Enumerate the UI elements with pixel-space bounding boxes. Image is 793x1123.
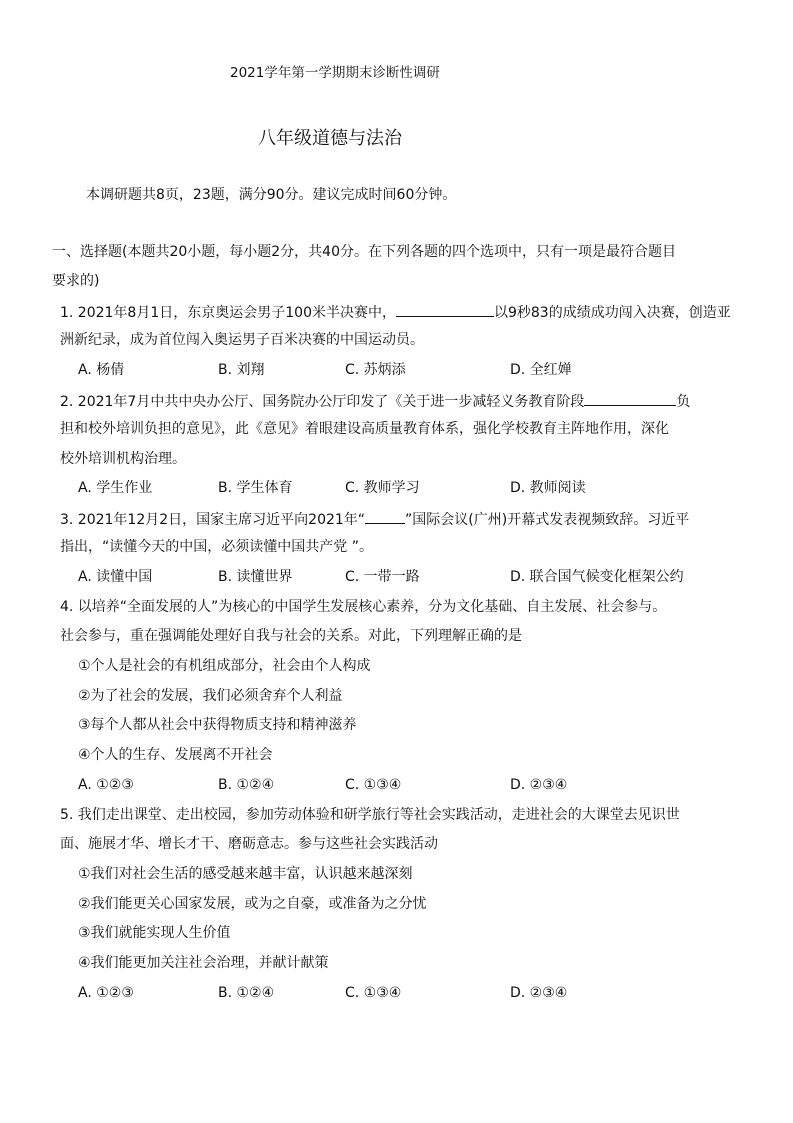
q5-option-a: A. ①②③	[78, 985, 134, 1001]
q4-statement-4: ④个人的生存、发展离不开社会	[78, 747, 273, 763]
answer-blank	[584, 391, 676, 406]
question-2-line3: 校外培训机构治理。	[60, 451, 186, 467]
question-4-line1: 4. 以培养“全面发展的人”为核心的中国学生发展核心素养，分为文化基础、自主发展、社会参与。	[60, 599, 667, 615]
q2-option-a: A. 学生作业	[78, 480, 153, 496]
q1-option-c: C. 苏炳添	[345, 362, 406, 378]
question-2-line1	[60, 391, 690, 411]
q5-statement-1: ①我们对社会生活的感受越来越丰富，认识越来越深刻	[78, 866, 413, 882]
exam-note: 本调研题共8页，23题，满分90分。建议完成时间60分钟。	[86, 187, 457, 203]
q3-option-b: B. 读懂世界	[218, 569, 293, 585]
question-2-text-b: 负	[676, 394, 691, 410]
q5-option-c: C. ①③④	[345, 985, 402, 1001]
question-3-line1	[60, 509, 689, 529]
q1-option-a: A. 杨倩	[78, 362, 125, 378]
q4-option-a: A. ①②③	[78, 777, 134, 793]
answer-blank	[396, 302, 494, 317]
question-1-line1	[60, 302, 731, 322]
q4-option-c: C. ①③④	[345, 777, 402, 793]
section-instruction-cont: 要求的)	[52, 273, 100, 289]
q2-option-d: D. 教师阅读	[510, 480, 586, 496]
q2-option-b: B. 学生体育	[218, 480, 293, 496]
question-3-text-b: ”国际会议(广州)开幕式发表视频致辞。习近平	[405, 512, 690, 528]
question-1-text-b: 以9秒83的成绩成功闯入决赛，创造亚	[493, 305, 731, 321]
section-instruction: 一、选择题(本题共20小题，每小题2分，共40分。在下列各题的四个选项中，只有一项是最符合题目	[52, 244, 676, 260]
q3-option-c: C. 一带一路	[345, 569, 420, 585]
exam-subtitle: 2021学年第一学期期末诊断性调研	[230, 65, 440, 81]
exam-title: 八年级道德与法治	[258, 128, 402, 149]
q4-statement-3: ③每个人都从社会中获得物质支持和精神滋养	[78, 717, 357, 733]
question-5-line1: 5. 我们走出课堂、走出校园，参加劳动体验和研学旅行等社会实践活动，走进社会的大课堂去见识世	[60, 807, 680, 823]
question-1-line2: 洲新纪录，成为首位闯入奥运男子百米决赛的中国运动员。	[60, 332, 424, 348]
q2-option-c: C. 教师学习	[345, 480, 420, 496]
q4-option-b: B. ①②④	[218, 777, 275, 793]
question-3-line2: 指出，“读懂今天的中国，必须读懂中国共产党 ”。	[60, 539, 373, 555]
q4-statement-1: ①个人是社会的有机组成部分，社会由个人构成	[78, 658, 371, 674]
question-5-line2: 面、施展才华、增长才干、磨砺意志。参与这些社会实践活动	[60, 836, 438, 852]
q1-option-d: D. 全红婵	[510, 362, 572, 378]
answer-blank	[365, 509, 405, 524]
question-2-line2: 担和校外培训负担的意见》，此《意见》着眼建设高质量教育体系，强化学校教育主阵地作用，深化	[60, 421, 669, 437]
q4-option-d: D. ②③④	[510, 777, 568, 793]
q3-option-d: D. 联合国气候变化框架公约	[510, 569, 684, 585]
q5-option-b: B. ①②④	[218, 985, 275, 1001]
q4-statement-2: ②为了社会的发展，我们必须舍弃个人利益	[78, 688, 343, 704]
question-3-text-a: 3. 2021年12月2日，国家主席习近平向2021年“	[60, 512, 366, 528]
q5-option-d: D. ②③④	[510, 985, 568, 1001]
q5-statement-3: ③我们就能实现人生价值	[78, 925, 231, 941]
question-4-line2: 社会参与，重在强调能处理好自我与社会的关系。对此，下列理解正确的是	[60, 628, 522, 644]
question-2-text-a: 2. 2021年7月中共中央办公厅、国务院办公厅印发了《关于进一步减轻义务教育阶段	[60, 394, 585, 410]
q5-statement-4: ④我们能更加关注社会治理，并献计献策	[78, 955, 329, 971]
question-1-text-a: 1. 2021年8月1日，东京奥运会男子100米半决赛中，	[60, 305, 396, 321]
q5-statement-2: ②我们能更关心国家发展，或为之自豪，或准备为之分忧	[78, 896, 427, 912]
q1-option-b: B. 刘翔	[218, 362, 265, 378]
q3-option-a: A. 读懂中国	[78, 569, 153, 585]
